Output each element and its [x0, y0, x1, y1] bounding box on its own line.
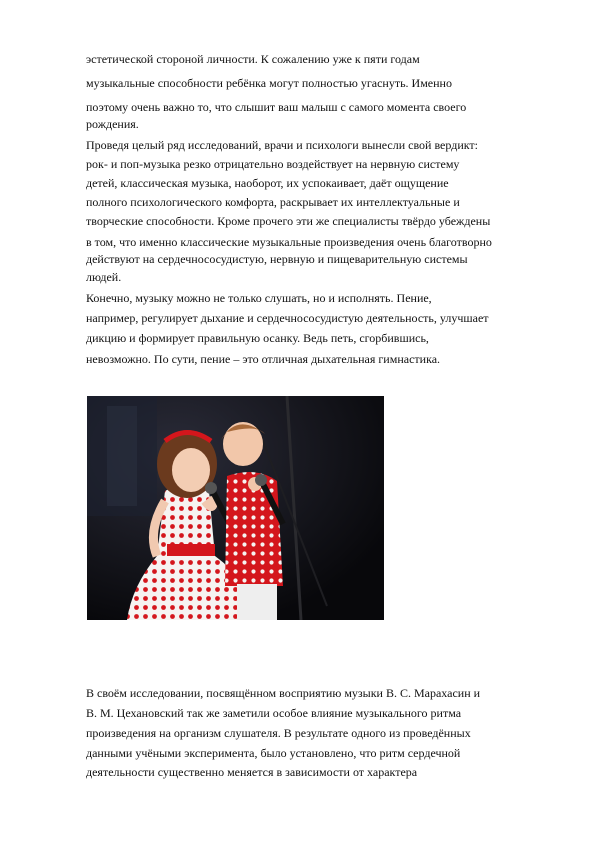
text-line: например, регулирует дыхание и сердечнососудистую деятельность, улучшает: [86, 311, 489, 325]
text-line: людей.: [86, 270, 122, 284]
text-line: данными учёными эксперимента, было установлено, что ритм сердечной: [86, 746, 461, 760]
text-line: полного психологического комфорта, раскрывает их интеллектуальные и: [86, 195, 460, 209]
text-line: поэтому очень важно то, что слышит ваш малыш с самого момента своего: [86, 100, 467, 114]
text-line: детей, классическая музыка, наоборот, их успокаивает, даёт ощущение: [86, 176, 449, 190]
text-line: В. М. Цехановский так же заметили особое влияние музыкального ритма: [86, 706, 462, 720]
text-line: действуют на сердечнососудистую, нервную и пищеварительную системы: [86, 252, 468, 266]
text-line: В своём исследовании, посвящённом восприятию музыки В. С. Марахасин и: [86, 686, 481, 700]
text-line: невозможно. По сути, пение – это отличная дыхательная гимнастика.: [86, 352, 441, 366]
children-singing-photo: [87, 396, 384, 620]
text-line: в том, что именно классические музыкальные произведения очень благотворно: [86, 235, 492, 249]
text-line: рок- и поп-музыка резко отрицательно воздействует на нервную систему: [86, 157, 460, 171]
text-line: дикцию и формирует правильную осанку. Ведь петь, сгорбившись,: [86, 331, 429, 345]
text-line: творческие способности. Кроме прочего эти же специалисты твёрдо убеждены: [86, 214, 491, 228]
text-line: Конечно, музыку можно не только слушать, но и исполнять. Пение,: [86, 291, 432, 305]
text-line: эстетической стороной личности. К сожалению уже к пяти годам: [86, 52, 420, 66]
text-line: произведения на организм слушателя. В результате одного из проведённых: [86, 726, 471, 740]
text-line: деятельности существенно меняется в зависимости от характера: [86, 765, 418, 779]
text-line: рождения.: [86, 117, 139, 131]
text-line: Проведя целый ряд исследований, врачи и психологи вынесли свой вердикт:: [86, 138, 478, 152]
text-line: музыкальные способности ребёнка могут полностью угаснуть. Именно: [86, 76, 452, 90]
